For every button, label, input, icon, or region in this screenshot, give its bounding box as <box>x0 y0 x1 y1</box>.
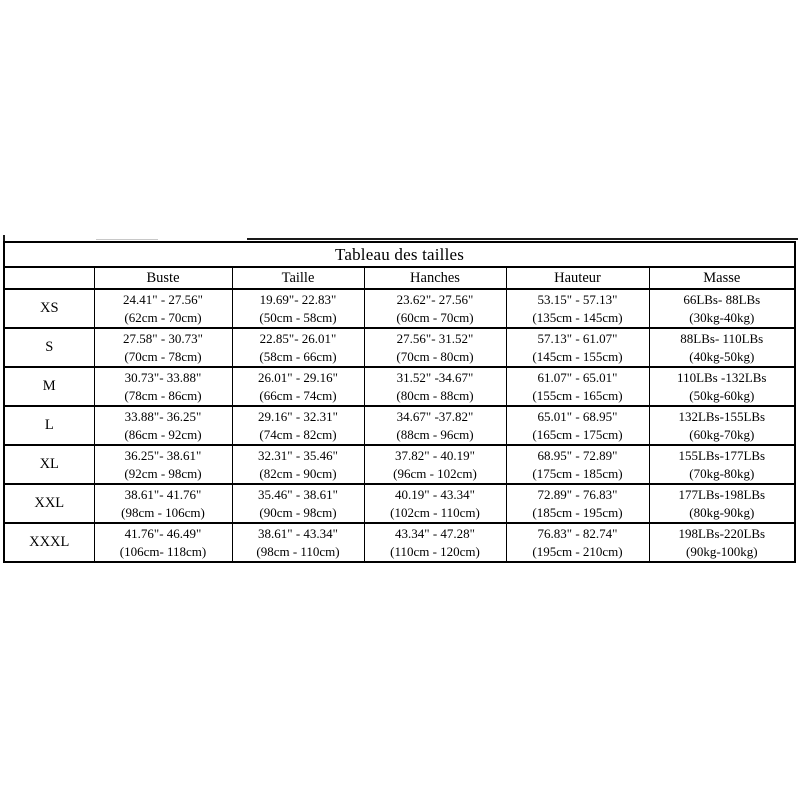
inches-range: 38.61" - 43.34" <box>258 526 338 541</box>
kg-range: (90kg-100kg) <box>686 543 758 559</box>
cell-masse-xxl <box>649 484 795 523</box>
cell-masse-l <box>649 406 795 445</box>
cell-hauteur-xxl <box>506 484 649 523</box>
lbs-range: 88LBs- 110LBs <box>680 331 764 346</box>
table-row-m <box>4 367 795 406</box>
inches-range: 19.69"- 22.83" <box>259 292 337 307</box>
cm-range: (175cm - 185cm) <box>532 465 623 481</box>
inches-range: 33.88"- 36.25" <box>124 409 202 424</box>
cm-range: (145cm - 155cm) <box>532 348 623 364</box>
cm-range: (74cm - 82cm) <box>259 426 337 442</box>
cm-range: (185cm - 195cm) <box>532 504 623 520</box>
cm-range: (62cm - 70cm) <box>124 309 202 325</box>
inches-range: 27.58" - 30.73" <box>123 331 203 346</box>
inches-range: 72.89" - 76.83" <box>537 487 618 502</box>
table-title: Tableau des tailles <box>4 242 795 267</box>
lbs-range: 132LBs-155LBs <box>678 409 766 424</box>
header-buste: Buste <box>94 267 232 289</box>
cell-buste-m <box>94 367 232 406</box>
kg-range: (80kg-90kg) <box>689 504 755 520</box>
cm-range: (88cm - 96cm) <box>396 426 474 442</box>
cm-range: (80cm - 88cm) <box>396 387 474 403</box>
cell-buste-xs <box>94 289 232 328</box>
inches-range: 76.83" - 82.74" <box>537 526 618 541</box>
cell-hauteur-xs <box>506 289 649 328</box>
cell-hanches-xl <box>364 445 506 484</box>
lbs-range: 155LBs-177LBs <box>678 448 766 463</box>
cell-buste-s <box>94 328 232 367</box>
cm-range: (90cm - 98cm) <box>259 504 337 520</box>
size-label-m: M <box>4 367 94 406</box>
cell-hanches-s <box>364 328 506 367</box>
cell-hanches-xxl <box>364 484 506 523</box>
cm-range: (195cm - 210cm) <box>532 543 623 559</box>
table-row-xl <box>4 445 795 484</box>
size-label-xs: XS <box>4 289 94 328</box>
cm-range: (82cm - 90cm) <box>259 465 337 481</box>
cell-hanches-l <box>364 406 506 445</box>
cell-taille-s <box>232 328 364 367</box>
cm-range: (102cm - 110cm) <box>390 504 480 520</box>
inches-range: 57.13" - 61.07" <box>537 331 618 346</box>
scan-artifact-faint-line <box>96 239 158 240</box>
size-chart-table <box>3 241 796 563</box>
cm-range: (96cm - 102cm) <box>393 465 477 481</box>
inches-range: 43.34" - 47.28" <box>395 526 475 541</box>
cm-range: (155cm - 165cm) <box>532 387 623 403</box>
cell-taille-xxxl <box>232 523 364 562</box>
inches-range: 34.67" -37.82" <box>396 409 474 424</box>
size-label-s: S <box>4 328 94 367</box>
cell-taille-xl <box>232 445 364 484</box>
cell-masse-xl <box>649 445 795 484</box>
inches-range: 37.82" - 40.19" <box>395 448 475 463</box>
cell-buste-xxxl <box>94 523 232 562</box>
inches-range: 23.62"- 27.56" <box>396 292 474 307</box>
cm-range: (98cm - 106cm) <box>121 504 205 520</box>
cell-taille-xs <box>232 289 364 328</box>
header-hauteur: Hauteur <box>506 267 649 289</box>
cell-buste-xl <box>94 445 232 484</box>
inches-range: 53.15" - 57.13" <box>537 292 618 307</box>
inches-range: 29.16" - 32.31" <box>258 409 338 424</box>
cell-taille-l <box>232 406 364 445</box>
cm-range: (70cm - 80cm) <box>396 348 474 364</box>
kg-range: (60kg-70kg) <box>689 426 755 442</box>
table-row-xs <box>4 289 795 328</box>
cm-range: (86cm - 92cm) <box>124 426 202 442</box>
table-row-s <box>4 328 795 367</box>
cm-range: (66cm - 74cm) <box>259 387 337 403</box>
cm-range: (92cm - 98cm) <box>124 465 202 481</box>
table-row-xxxl <box>4 523 795 562</box>
cell-hanches-xxxl <box>364 523 506 562</box>
cell-hauteur-l <box>506 406 649 445</box>
header-row <box>4 267 795 289</box>
kg-range: (70kg-80kg) <box>689 465 755 481</box>
cell-masse-s <box>649 328 795 367</box>
cell-buste-xxl <box>94 484 232 523</box>
cm-range: (58cm - 66cm) <box>259 348 337 364</box>
size-label-xxxl: XXXL <box>4 523 94 562</box>
header-size-corner <box>4 267 94 289</box>
cell-masse-xxxl <box>649 523 795 562</box>
cell-hanches-m <box>364 367 506 406</box>
cell-hauteur-s <box>506 328 649 367</box>
cm-range: (110cm - 120cm) <box>390 543 480 559</box>
cm-range: (78cm - 86cm) <box>124 387 202 403</box>
inches-range: 27.56"- 31.52" <box>396 331 474 346</box>
header-masse: Masse <box>649 267 795 289</box>
inches-range: 36.25"- 38.61" <box>124 448 202 463</box>
cell-hauteur-xxxl <box>506 523 649 562</box>
table-row-xxl <box>4 484 795 523</box>
size-label-l: L <box>4 406 94 445</box>
kg-range: (40kg-50kg) <box>689 348 755 364</box>
kg-range: (50kg-60kg) <box>689 387 755 403</box>
inches-range: 41.76"- 46.49" <box>124 526 202 541</box>
inches-range: 61.07" - 65.01" <box>537 370 618 385</box>
size-label-xl: XL <box>4 445 94 484</box>
cell-hauteur-xl <box>506 445 649 484</box>
kg-range: (30kg-40kg) <box>689 309 755 325</box>
inches-range: 31.52" -34.67" <box>396 370 474 385</box>
cell-taille-m <box>232 367 364 406</box>
cm-range: (106cm- 118cm) <box>119 543 207 559</box>
cm-range: (165cm - 175cm) <box>532 426 623 442</box>
inches-range: 26.01" - 29.16" <box>258 370 338 385</box>
inches-range: 65.01" - 68.95" <box>537 409 618 424</box>
size-label-xxl: XXL <box>4 484 94 523</box>
cell-taille-xxl <box>232 484 364 523</box>
cell-masse-xs <box>649 289 795 328</box>
cm-range: (98cm - 110cm) <box>256 543 340 559</box>
cell-hanches-xs <box>364 289 506 328</box>
cm-range: (60cm - 70cm) <box>396 309 474 325</box>
header-hanches: Hanches <box>364 267 506 289</box>
lbs-range: 198LBs-220LBs <box>678 526 766 541</box>
cm-range: (70cm - 78cm) <box>124 348 202 364</box>
inches-range: 30.73"- 33.88" <box>124 370 202 385</box>
cell-buste-l <box>94 406 232 445</box>
scan-artifact-dark-line <box>247 238 798 240</box>
inches-range: 22.85"- 26.01" <box>259 331 337 346</box>
header-taille: Taille <box>232 267 364 289</box>
cell-hauteur-m <box>506 367 649 406</box>
table-row-l <box>4 406 795 445</box>
inches-range: 35.46" - 38.61" <box>258 487 338 502</box>
lbs-range: 66LBs- 88LBs <box>683 292 761 307</box>
cm-range: (135cm - 145cm) <box>532 309 623 325</box>
inches-range: 38.61"- 41.76" <box>124 487 202 502</box>
inches-range: 24.41" - 27.56" <box>123 292 203 307</box>
cell-masse-m <box>649 367 795 406</box>
title-row <box>4 242 795 267</box>
inches-range: 40.19" - 43.34" <box>395 487 475 502</box>
lbs-range: 110LBs -132LBs <box>677 370 767 385</box>
inches-range: 32.31" - 35.46" <box>258 448 338 463</box>
cm-range: (50cm - 58cm) <box>259 309 337 325</box>
inches-range: 68.95" - 72.89" <box>537 448 618 463</box>
lbs-range: 177LBs-198LBs <box>678 487 766 502</box>
